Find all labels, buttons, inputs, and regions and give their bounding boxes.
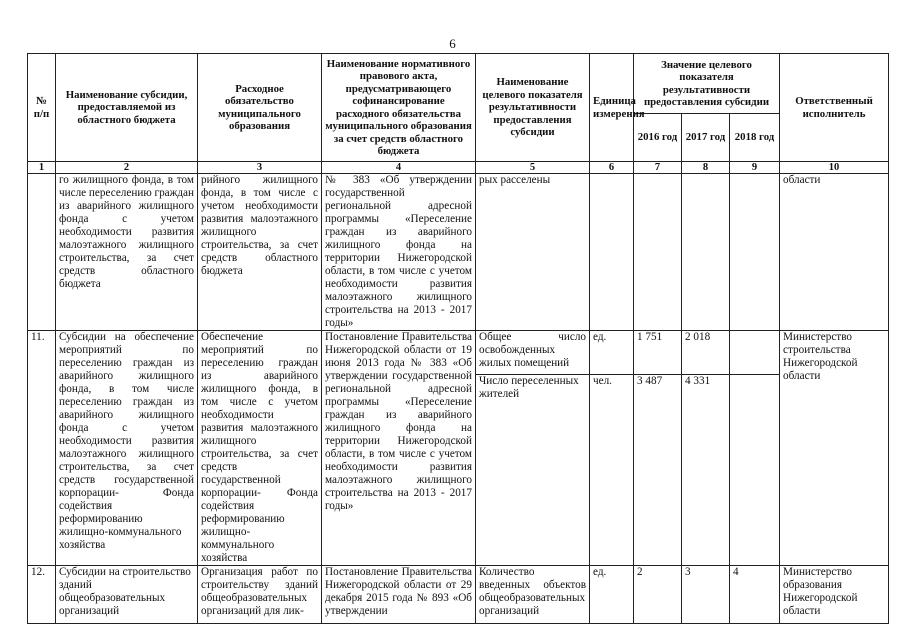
page-number: 6 xyxy=(449,36,456,51)
col-number: 3 xyxy=(198,162,322,174)
value-2017: 4 331 xyxy=(682,374,730,565)
indicator-name: Число переселенных жителей xyxy=(476,374,590,565)
value-2018: 4 xyxy=(730,566,780,624)
header-2016: 2016 год xyxy=(634,114,682,162)
responsible: области xyxy=(780,174,889,331)
header-row xyxy=(28,54,889,114)
column-number-row xyxy=(28,162,889,174)
subsidy-name: Субсидии на строительство зданий общеобразовательных организаций xyxy=(56,566,198,624)
header-num: № п/п xyxy=(28,54,56,162)
responsible: Министерство строительства Нижегородской области xyxy=(780,331,889,566)
col-number: 8 xyxy=(682,162,730,174)
legal-act: Постановление Правительства Нижегородской области от 29 декабря 2015 года № 893 «Об утверждении xyxy=(322,566,476,624)
header-2017: 2017 год xyxy=(682,114,730,162)
unit: чел. xyxy=(590,374,634,565)
header-subsidy-name: Наименование субсидии, предоставляемой из областного бюджета xyxy=(56,54,198,162)
col-number: 1 xyxy=(28,162,56,174)
unit: ед. xyxy=(590,566,634,624)
col-number: 6 xyxy=(590,162,634,174)
row-num xyxy=(28,174,56,331)
unit: ед. xyxy=(590,331,634,375)
col-number: 7 xyxy=(634,162,682,174)
header-2018: 2018 год xyxy=(730,114,780,162)
value-2017 xyxy=(682,174,730,331)
col-number: 2 xyxy=(56,162,198,174)
col-number: 10 xyxy=(780,162,889,174)
indicator-name: рых расселены xyxy=(476,174,590,331)
col-number: 9 xyxy=(730,162,780,174)
header-value-group: Значение целевого показателя результативности предоставления субсидии xyxy=(634,54,780,114)
table-row xyxy=(28,566,889,624)
table-row xyxy=(28,331,889,375)
subsidy-name: го жилищного фонда, в том числе переселению граждан из аварийного жилищного фонда с учетом необходимости развития малоэтажного жилищного строительства, за счет средств областного бюджета xyxy=(56,174,198,331)
header-obligation: Расходное обязательство муниципального образования xyxy=(198,54,322,162)
responsible: Министерство образования Нижегородской области xyxy=(780,566,889,624)
value-2016: 3 487 xyxy=(634,374,682,565)
value-2018 xyxy=(730,374,780,565)
indicator-name: Общее число освобожденных жилых помещений xyxy=(476,331,590,375)
value-2018 xyxy=(730,174,780,331)
col-number: 4 xyxy=(322,162,476,174)
row-num: 11. xyxy=(28,331,56,566)
value-2016: 2 xyxy=(634,566,682,624)
unit xyxy=(590,174,634,331)
legal-act: Постановление Правительства Нижегородской области от 19 июня 2013 года № 383 «Об утверждении государственной региональной адресной программы «Переселение граждан из аварийного жилищного фонда на территории Нижегородской области, в том числе с учетом необходимости развития малоэтажного жилищного строительства на 2013 - 2017 годы» xyxy=(322,331,476,566)
header-indicator: Наименование целевого показателя результативности предоставления субсидии xyxy=(476,54,590,162)
obligation: Обеспечение мероприятий по переселению граждан из аварийного жилищного фонда, в том числе с учетом необходимости развития малоэтажного жилищного строительства, за счет средств государственной корпорации- Фонда содействия реформированию жилищно-коммунального хозяйства xyxy=(198,331,322,566)
value-2016 xyxy=(634,174,682,331)
indicator-name: Количество введенных объектов общеобразовательных организаций xyxy=(476,566,590,624)
obligation: Организация работ по строительству зданий общеобразовательных организаций для лик- xyxy=(198,566,322,624)
subsidy-table xyxy=(27,53,889,624)
value-2017: 3 xyxy=(682,566,730,624)
value-2018 xyxy=(730,331,780,375)
col-number: 5 xyxy=(476,162,590,174)
table-row xyxy=(28,174,889,331)
header-unit: Единица измерения xyxy=(590,54,634,162)
value-2017: 2 018 xyxy=(682,331,730,375)
obligation: рийного жилищного фонда, в том числе с учетом необходимости развития малоэтажного жилищного строительства, за счет средств областного бюджета xyxy=(198,174,322,331)
header-responsible: Ответственный исполнитель xyxy=(780,54,889,162)
header-legal-act: Наименование нормативного правового акта, предусматривающего софинансирование расходного обязательства муниципального образования за счет средств областного бюджета xyxy=(322,54,476,162)
legal-act: № 383 «Об утверждении государственной региональной адресной программы «Переселение граждан из аварийного жилищного фонда на территории Нижегородской области, в том числе с учетом необходимости развития малоэтажного жилищного строительства на 2013 - 2017 годы» xyxy=(322,174,476,331)
subsidy-name: Субсидии на обеспечение мероприятий по переселению граждан из аварийного жилищного фонда, в том числе переселению граждан из аварийного жилищного фонда с учетом необходимости развития малоэтажного жилищного строительства, за счет средств государственной корпорации- Фонда содействия реформированию жилищно-коммунального хозяйства xyxy=(56,331,198,566)
row-num: 12. xyxy=(28,566,56,624)
value-2016: 1 751 xyxy=(634,331,682,375)
